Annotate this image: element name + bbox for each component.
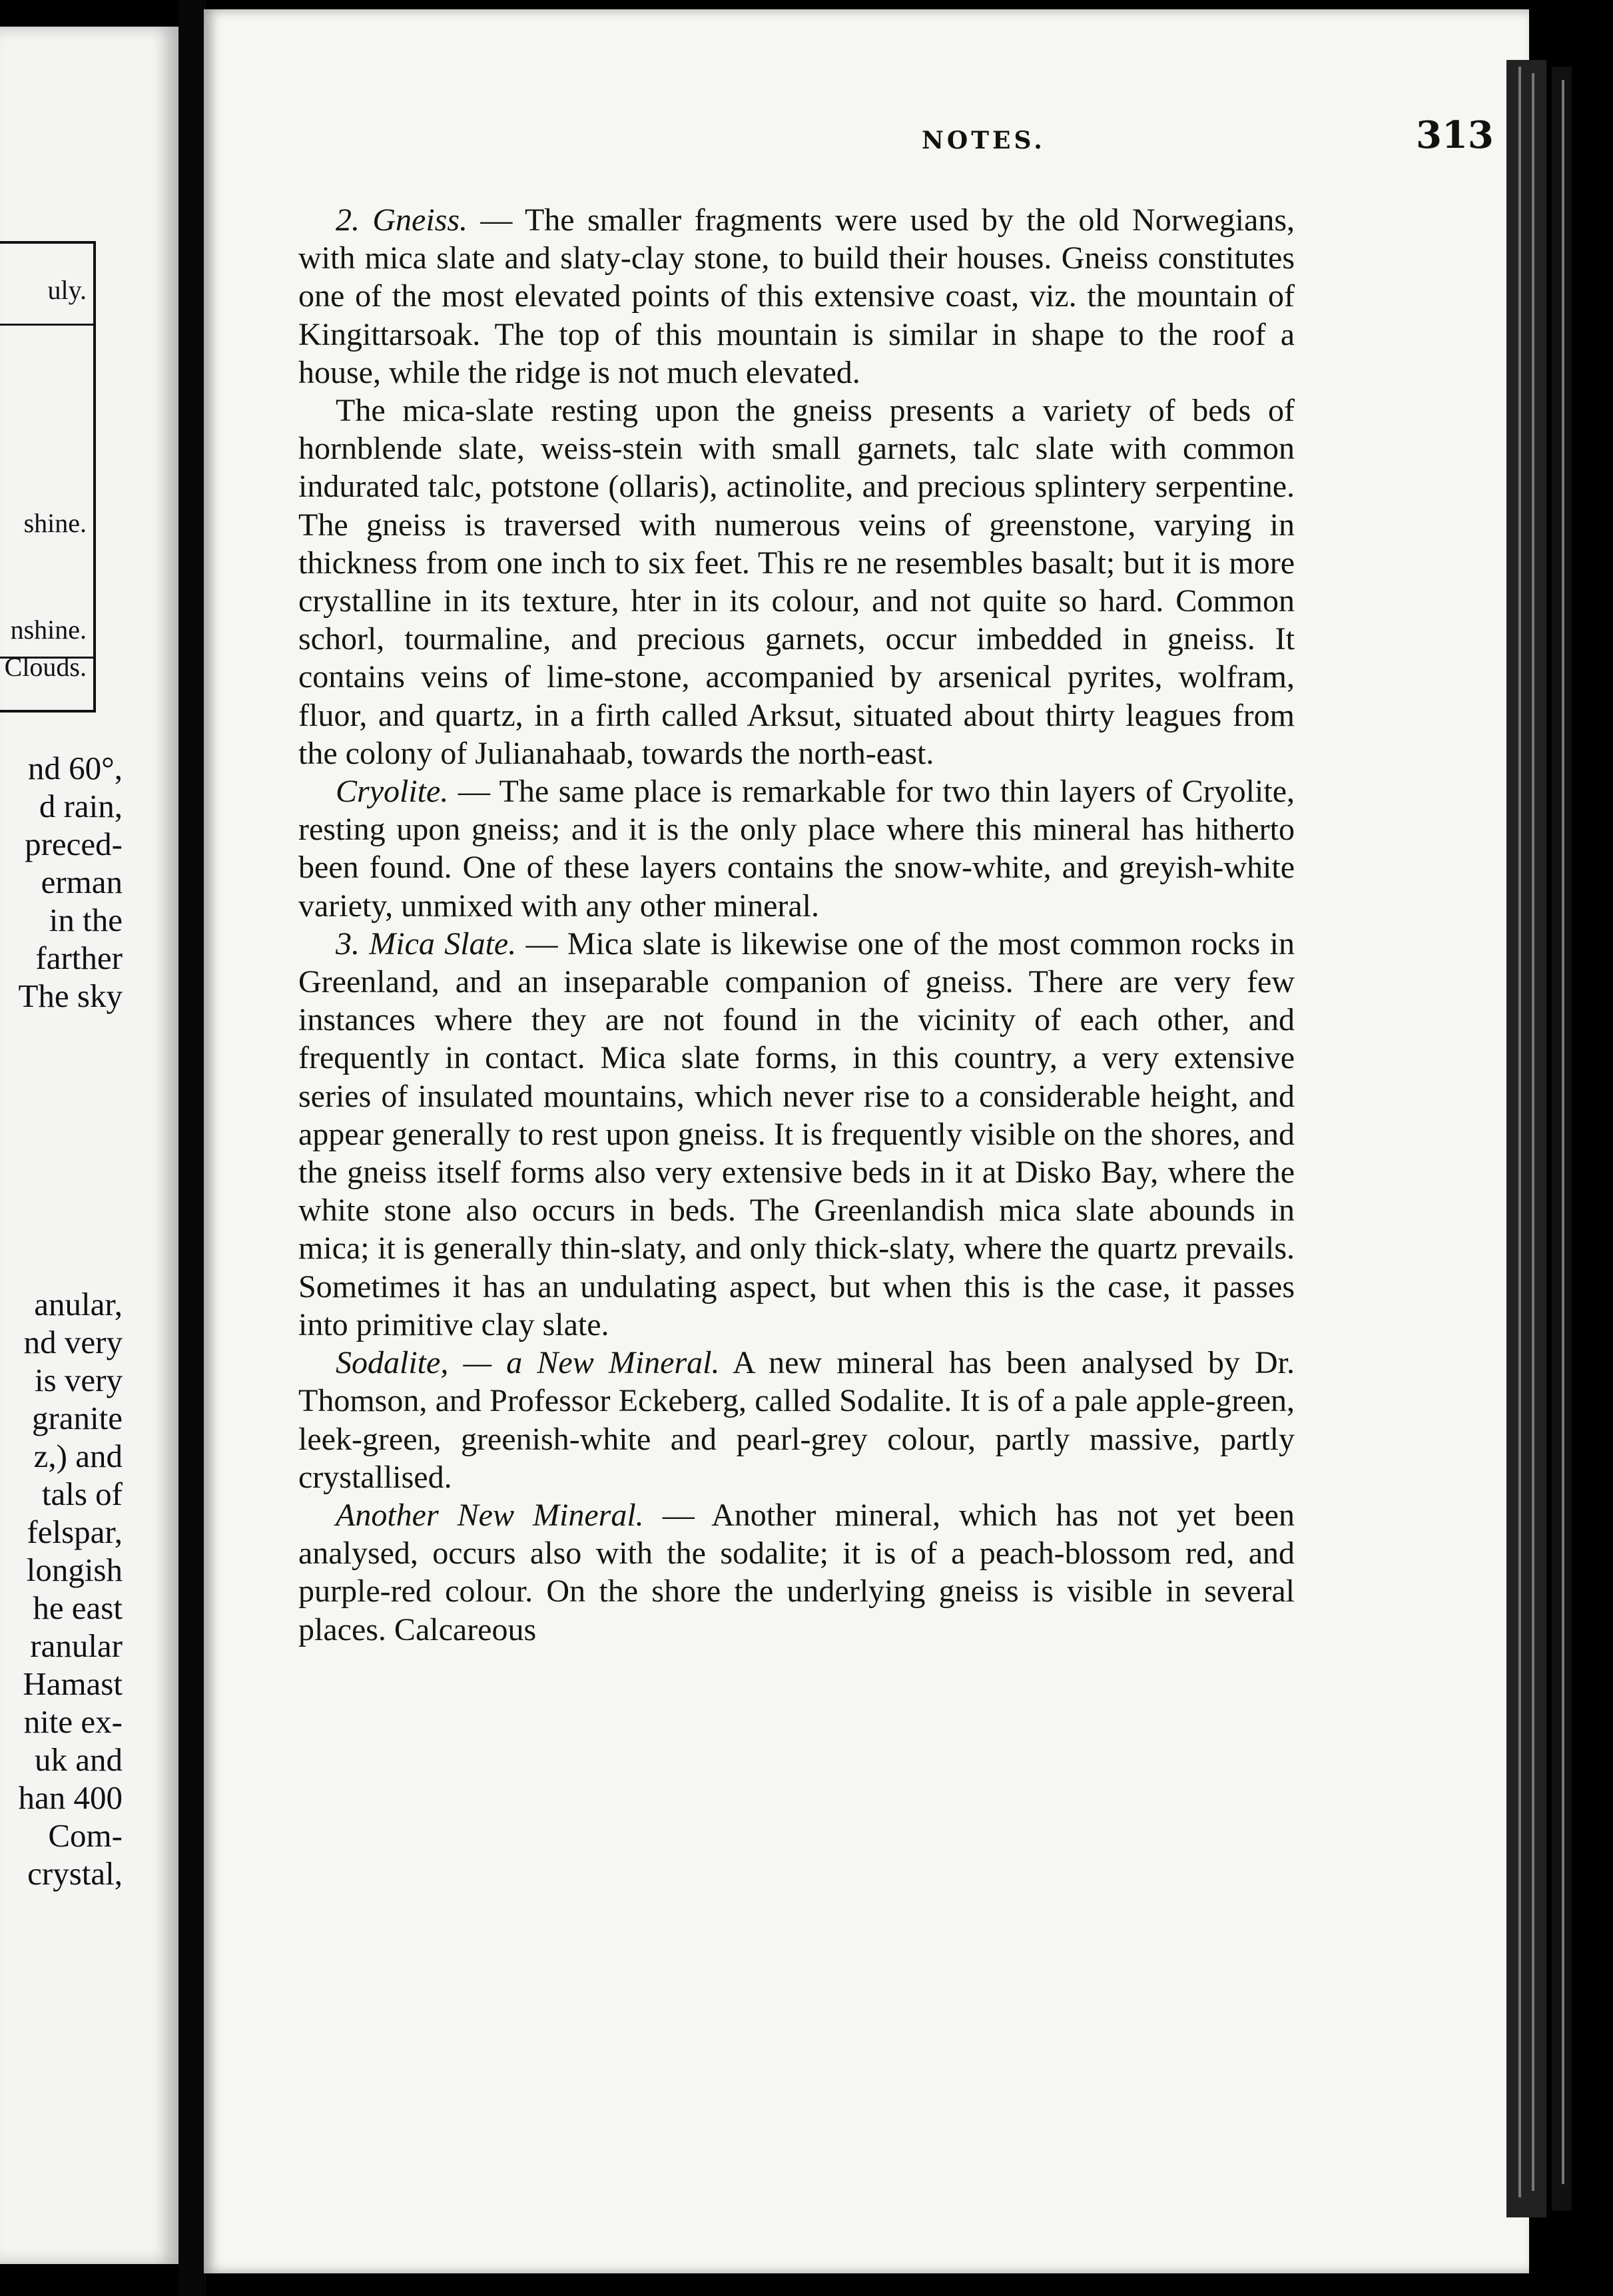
left-line: tals of bbox=[41, 1476, 123, 1512]
page-edge-line bbox=[1518, 67, 1521, 2197]
paragraph-lead: 3. Mica Slate. bbox=[336, 926, 517, 962]
paragraph-text: The mica-slate resting upon the gneiss presents a variety of beds of hornblende slate, weiss-stein with small garnets, talc slate with common indurated talc, potstone (ollaris), actinolite, and precious splintery serpentine. The gneiss is traversed with numerous veins of greenstone, varying in thickness from one inch to six feet. This re ne resembles basalt; but it is more crystalline in its texture, hter in its colour, and not quite so hard. Common schorl, tourmaline, and precious garnets, occur imbedded in gneiss. It contains veins of lime-stone, accompanied by arsenical pyrites, wolfram, fluor, and quartz, in a firth called Arksut, situated about thirty leagues from the colony of Julianahaab, towards the north-east. bbox=[298, 393, 1295, 771]
paragraph-lead: Sodalite, — a New Mineral. bbox=[336, 1345, 720, 1381]
paragraph-mica-slate bbox=[298, 925, 1295, 1344]
left-table-fragment bbox=[0, 241, 96, 713]
left-line: d rain, bbox=[39, 788, 123, 824]
paragraph-mica-slate-beds bbox=[298, 392, 1295, 772]
page-body bbox=[298, 201, 1295, 1649]
paragraph-another-mineral bbox=[298, 1496, 1295, 1649]
paragraph-text: — The same place is remarkable for two thin layers of Cryolite, resting upon gneiss; and it is the only place where this mineral has hitherto been found. One of these layers contains the snow-white, and greyish-white variety, unmixed with any other mineral. bbox=[298, 774, 1295, 924]
paragraph-sodalite bbox=[298, 1344, 1295, 1496]
paragraph-text: — The smaller fragments were used by the old Norwegians, with mica slate and slaty-clay stone, to build their houses. Gneiss constitutes one of the most elevated points of this extensive coast, viz. the mountain of Kingittarsoak. The top of this mountain is similar in shape to the roof a house, while the ridge is not much elevated. bbox=[298, 202, 1295, 390]
paragraph-cryolite bbox=[298, 772, 1295, 925]
paragraph-gneiss bbox=[298, 201, 1295, 392]
left-line: felspar, bbox=[27, 1514, 123, 1550]
left-line: preced- bbox=[25, 826, 123, 862]
left-line: in the bbox=[49, 902, 123, 938]
page-number: 313 bbox=[1416, 113, 1494, 157]
left-line: longish bbox=[26, 1552, 123, 1588]
paragraph-text: — Another mineral, which has not yet been analysed, occurs also with the sodalite; it is of a peach-blossom red, and purple-red colour. On the shore the underlying gneiss is visible in several places. Calcareous bbox=[298, 1497, 1295, 1647]
paragraph-lead: Cryolite. bbox=[336, 774, 449, 810]
page-edge-line bbox=[1532, 73, 1534, 2191]
left-line: anular, bbox=[34, 1286, 123, 1322]
left-line: nd 60°, bbox=[27, 750, 123, 786]
left-line: Com- bbox=[48, 1817, 123, 1854]
left-line: he east bbox=[33, 1589, 123, 1626]
left-line: Hamast bbox=[23, 1665, 123, 1702]
paragraph-text: A new mineral has been analysed by Dr. Thomson, and Professor Eckeberg, called Sodalite. It is of a pale apple-green, leek-green, greenish-white and pearl-grey colour, partly massive, partly crystallised. bbox=[298, 1345, 1295, 1495]
left-line: granite bbox=[31, 1400, 123, 1436]
left-line: z,) and bbox=[33, 1438, 123, 1474]
left-line: erman bbox=[41, 864, 123, 900]
paragraph-text: — Mica slate is likewise one of the most common rocks in Greenland, and an inseparable companion of gneiss. There are very few instances where they are not found in the vicinity of each other, and frequently in contact. Mica slate forms, in this country, a very extensive series of insulated mountains, which never rise to a considerable height, and appear generally to rest upon gneiss. It is frequently visible on the shores, and the gneiss itself forms also very extensive beds in it at Disko Bay, where the white stone also occurs in beds. The Greenlandish mica slate abounds in mica; it is generally thin-slaty, and only thick-slaty, where the quartz prevails. Sometimes it has an undulating aspect, but when this is the case, it passes into primitive clay slate. bbox=[298, 926, 1295, 1342]
left-line: farther bbox=[35, 940, 123, 976]
left-line: han 400 bbox=[18, 1779, 123, 1816]
left-line: crystal, bbox=[27, 1855, 123, 1892]
left-line: The sky bbox=[18, 978, 123, 1014]
left-line: ranular bbox=[30, 1627, 123, 1664]
paragraph-lead: 2. Gneiss. bbox=[336, 202, 468, 238]
left-page-text-bottom bbox=[19, 1285, 123, 1892]
left-facing-page bbox=[0, 27, 178, 2264]
book-gutter bbox=[178, 0, 206, 2296]
page-edges bbox=[1506, 60, 1546, 2217]
left-line: nd very bbox=[23, 1324, 123, 1360]
left-line: uk and bbox=[35, 1741, 123, 1778]
left-table-cell: nshine. bbox=[10, 615, 87, 645]
table-rule bbox=[0, 324, 93, 326]
paragraph-lead: Another New Mineral. bbox=[336, 1497, 644, 1533]
left-line: is very bbox=[35, 1362, 123, 1398]
running-head: NOTES. bbox=[922, 127, 1046, 154]
left-table-cell: uly. bbox=[47, 275, 87, 305]
left-page-text-top bbox=[19, 749, 123, 1015]
page-header bbox=[204, 113, 1529, 166]
page-edge-line bbox=[1562, 80, 1564, 2184]
left-table-cell: Clouds. bbox=[4, 652, 87, 682]
left-table-cell: shine. bbox=[23, 508, 87, 538]
left-line: nite ex- bbox=[23, 1703, 123, 1740]
